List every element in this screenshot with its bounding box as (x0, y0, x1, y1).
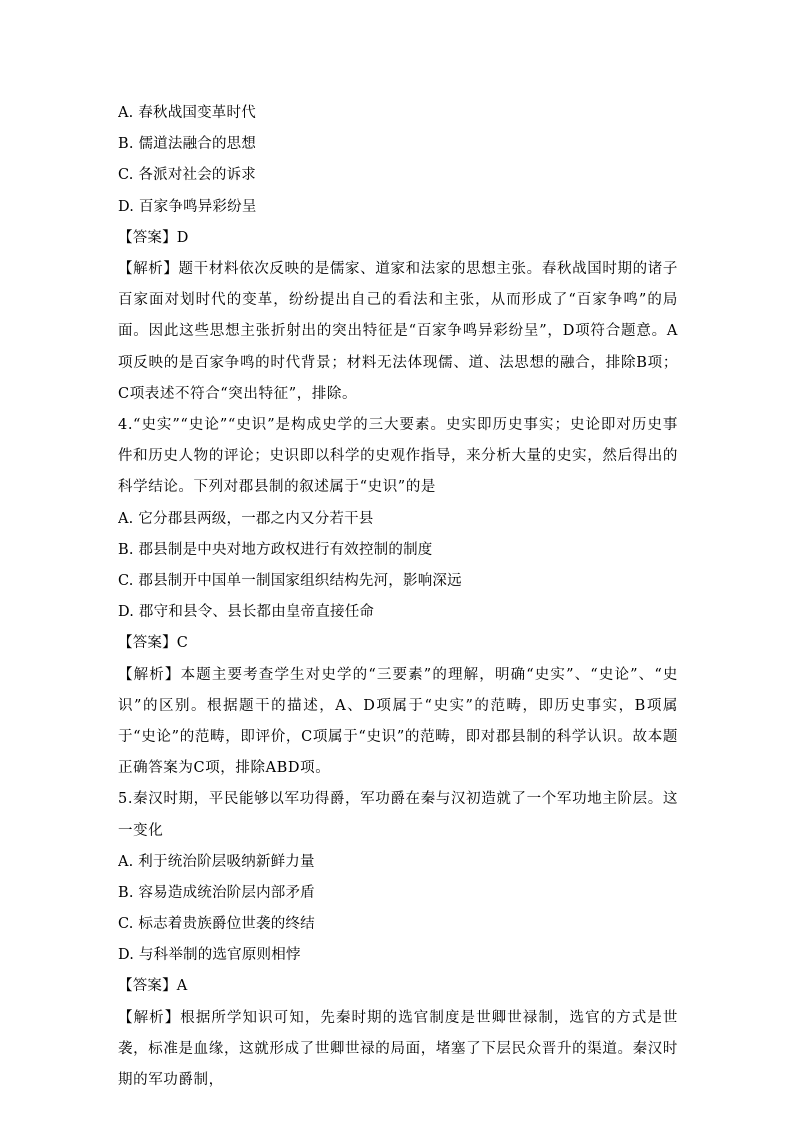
answer: 【答案】C (118, 635, 189, 652)
option-b: B. 郡县制是中央对地方政权进行有效控制的制度 (118, 541, 433, 558)
question-5-section (118, 784, 678, 1096)
option-c: C. 郡县制开中国单一制国家组织结构先河，影响深远 (118, 572, 462, 589)
option-d: D. 与科举制的选官原则相悖 (118, 947, 301, 964)
option-b: B. 容易造成统治阶层内部矛盾 (118, 884, 315, 901)
answer: 【答案】A (118, 978, 188, 995)
analysis: 【解析】本题主要考查学生对史学的“三要素”的理解，明确“史实”、“史论”、“史识”的区别。根据题干的描述，A、D项属于“史实”的范畴，即历史事实，B项属于“史论”的范畴，即评价，C项属于“史识”的范畴，即对郡县制的科学认识。故本题正确答案为C项，排除ABD项。 (118, 666, 678, 777)
question-4-section (118, 410, 678, 784)
option-d: D. 郡守和县令、县长都由皇帝直接任命 (118, 604, 375, 621)
option-d: D. 百家争鸣异彩纷呈 (118, 198, 257, 215)
option-c: C. 各派对社会的诉求 (118, 167, 256, 184)
answer: 【答案】D (118, 229, 189, 246)
option-a: A. 利于统治阶层吸纳新鲜力量 (118, 853, 315, 870)
question-stem: 5.秦汉时期，平民能够以军功得爵，军功爵在秦与汉初造就了一个军功地主阶层。这一变化 (118, 791, 678, 839)
option-a: A. 它分郡县两级，一郡之内又分若干县 (118, 510, 374, 527)
question-stem: 4.“史实”“史论”“史识”是构成史学的三大要素。史实即历史事实；史论即对历史事件和历史人物的评论；史识即以科学的史观作指导，来分析大量的史实，然后得出的科学结论。下列对郡县制的叙述属于“史识”的是 (118, 416, 678, 496)
analysis: 【解析】根据所学知识可知，先秦时期的选官制度是世卿世禄制，选官的方式是世袭，标准是血缘，这就形成了世卿世禄的局面，堵塞了下层民众晋升的渠道。秦汉时期的军功爵制， (118, 1009, 678, 1089)
option-c: C. 标志着贵族爵位世袭的终结 (118, 916, 315, 933)
question-3-section (118, 98, 678, 410)
option-b: B. 儒道法融合的思想 (118, 136, 257, 153)
analysis: 【解析】题干材料依次反映的是儒家、道家和法家的思想主张。春秋战国时期的诸子百家面对划时代的变革，纷纷提出自己的看法和主张，从而形成了“百家争鸣”的局面。因此这些思想主张折射出的突出特征是“百家争鸣异彩纷呈”，D项符合题意。A项反映的是百家争鸣的时代背景；材料无法体现儒、道、法思想的融合，排除B项；C项表述不符合“突出特征”，排除。 (118, 260, 678, 402)
option-a: A. 春秋战国变革时代 (118, 105, 256, 121)
document-page (118, 98, 678, 1096)
